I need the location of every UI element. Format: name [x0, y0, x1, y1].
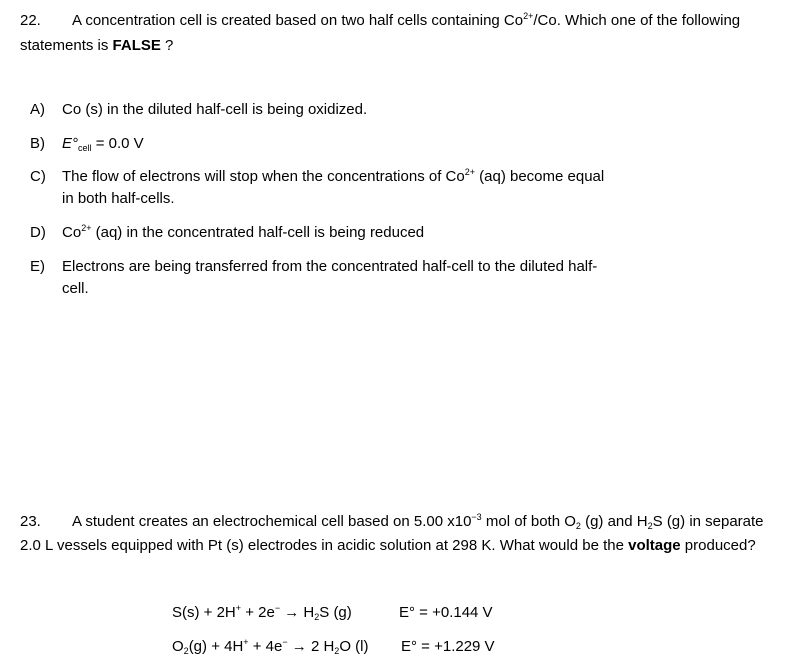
- q22-option-c-label: C): [30, 168, 46, 185]
- q23-stem-sub2: 2: [647, 521, 653, 531]
- q22-option-a-label: A): [30, 101, 45, 118]
- q22-option-d-label: D): [30, 224, 46, 241]
- r2-p3: → 2 H: [287, 638, 335, 655]
- q22-stem-line2: [20, 37, 173, 54]
- q22-option-c-line2: in both half-cells.: [62, 190, 175, 207]
- r2-sub1: 2: [334, 646, 340, 656]
- r1-sup1: +: [235, 603, 242, 613]
- r1-sub1: 2: [314, 612, 320, 622]
- r1-p4: S (g): [319, 604, 352, 621]
- r2-p4: O (l): [339, 638, 369, 655]
- q22-option-d-b: (aq) in the concentrated half-cell is being reduced: [91, 224, 425, 241]
- q23-stem-line1: [72, 513, 764, 530]
- q22-option-d-text: [62, 224, 424, 241]
- q23-voltage-word: voltage: [628, 537, 681, 554]
- q22-stem-line1: [72, 12, 740, 29]
- q23-stem-exp: −3: [471, 512, 482, 522]
- r2-sup2: −: [282, 637, 288, 647]
- r2-p1: O: [172, 638, 184, 655]
- q22-option-c-text: [62, 168, 604, 185]
- r2-p2: + 4e: [248, 638, 283, 655]
- r1-p3: → H: [280, 604, 315, 621]
- q23-stem-sub1: 2: [575, 521, 581, 531]
- q22-option-e-line2: cell.: [62, 280, 89, 297]
- q22-option-c-a: The flow of electrons will stop when the concentrations of Co: [62, 168, 465, 185]
- q23-reaction-2: [172, 638, 368, 655]
- r1-sup2: −: [274, 603, 281, 613]
- q22-option-c-b: (aq) become equal: [474, 168, 605, 185]
- q23-reaction-2-potential: E° = +1.229 V: [401, 638, 495, 655]
- q23-stem-line2-a: 2.0 L vessels equipped with Pt (s) electrodes in acidic solution at 298 K. What would be the: [20, 537, 629, 554]
- q22-option-b-sub: cell: [78, 143, 92, 153]
- q22-option-d-a: Co: [62, 224, 82, 241]
- r2-sub0: 2: [183, 646, 189, 656]
- r1-p2: + 2e: [241, 604, 275, 621]
- q22-option-e-text: Electrons are being transferred from the concentrated half-cell to the diluted half-: [62, 258, 598, 275]
- q22-option-b-rest: = 0.0 V: [91, 135, 144, 152]
- q22-stem-line2-b: ?: [160, 37, 174, 54]
- q22-option-b-label: B): [30, 135, 45, 152]
- q23-number: 23.: [20, 513, 41, 530]
- q22-stem-line2-a: statements is: [20, 37, 113, 54]
- q22-number: 22.: [20, 12, 41, 29]
- r1-p1: S(s) + 2H: [172, 604, 236, 621]
- r2-p1b: (g) + 4H: [188, 638, 244, 655]
- q23-stem-a: A student creates an electrochemical cell based on 5.00 x10: [72, 513, 472, 530]
- q22-option-a-text: Co (s) in the diluted half-cell is being oxidized.: [62, 101, 368, 118]
- q23-stem-c: (g) and H: [580, 513, 648, 530]
- q23-reaction-1-potential: E° = +0.144 V: [399, 604, 493, 621]
- q22-false-word: FALSE: [112, 37, 161, 54]
- q22-stem-b: /Co. Which one of the following: [533, 12, 741, 29]
- q22-stem-charge: 2+: [523, 11, 534, 21]
- q23-stem-line2-b: produced?: [680, 537, 756, 554]
- q22-option-d-charge: 2+: [81, 223, 92, 233]
- q22-option-b-e: E°: [62, 135, 79, 152]
- q22-option-b-text: [62, 135, 144, 152]
- q22-stem-a: A concentration cell is created based on two half cells containing Co: [72, 12, 524, 29]
- q23-reaction-1: [172, 604, 352, 621]
- q23-stem-line2: [20, 537, 756, 554]
- r2-sup1: +: [243, 637, 249, 647]
- q22-option-e-label: E): [30, 258, 45, 275]
- q23-stem-d: S (g) in separate: [652, 513, 764, 530]
- q22-option-c-charge: 2+: [464, 167, 475, 177]
- q23-stem-b: mol of both O: [481, 513, 576, 530]
